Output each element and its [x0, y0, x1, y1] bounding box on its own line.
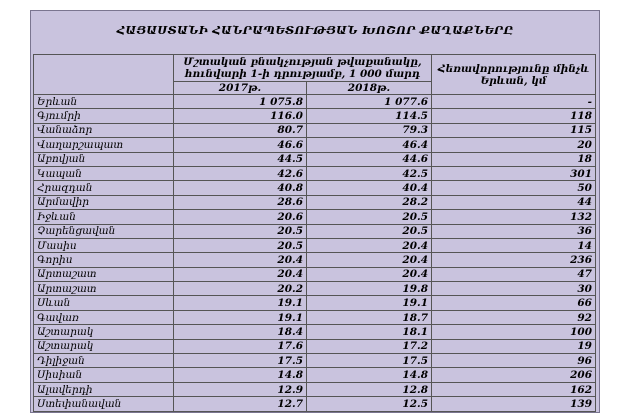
distance-cell: 47	[432, 267, 596, 281]
distance-cell: 36	[432, 224, 596, 238]
table-row	[34, 325, 596, 339]
population-2018-cell: 79.3	[307, 123, 432, 137]
city-cell: Դիլիջան	[34, 354, 174, 368]
distance-cell: 206	[432, 368, 596, 382]
population-2018-cell: 114.5	[307, 109, 432, 123]
year-2018-header: 2018թ.	[307, 82, 432, 95]
population-2017-cell: 20.4	[174, 253, 307, 267]
population-2017-cell: 17.6	[174, 339, 307, 353]
population-2017-cell: 14.8	[174, 368, 307, 382]
city-cell: Վանաձոր	[34, 123, 174, 137]
population-2017-cell: 20.5	[174, 238, 307, 252]
population-2017-cell: 20.4	[174, 267, 307, 281]
distance-cell: 92	[432, 310, 596, 324]
population-2017-cell: 12.7	[174, 397, 307, 411]
population-2017-cell: 20.6	[174, 210, 307, 224]
city-cell: Ստեփանավան	[34, 397, 174, 411]
population-2018-cell: 1 077.6	[307, 95, 432, 109]
population-2017-cell: 12.9	[174, 382, 307, 396]
distance-cell: 162	[432, 382, 596, 396]
distance-cell: 132	[432, 210, 596, 224]
city-cell: Աշտարակ	[34, 325, 174, 339]
table-row	[34, 123, 596, 137]
table-row	[34, 210, 596, 224]
population-2017-cell: 20.2	[174, 282, 307, 296]
distance-cell: 139	[432, 397, 596, 411]
city-cell: Երևան	[34, 95, 174, 109]
distance-cell: 44	[432, 195, 596, 209]
population-column-header: Մշտական բնակչության թվաքանակը, հունվարի 1-ի դրությամբ, 1 000 մարդ	[174, 55, 432, 82]
population-2018-cell: 20.4	[307, 253, 432, 267]
population-2018-cell: 19.8	[307, 282, 432, 296]
population-2018-cell: 18.1	[307, 325, 432, 339]
population-2017-cell: 19.1	[174, 296, 307, 310]
city-cell: Գորիս	[34, 253, 174, 267]
population-2017-cell: 44.5	[174, 152, 307, 166]
table-row	[34, 368, 596, 382]
city-cell: Ալավերդի	[34, 382, 174, 396]
distance-cell: -	[432, 95, 596, 109]
population-2017-cell: 20.5	[174, 224, 307, 238]
table-row	[34, 310, 596, 324]
distance-column-header: Հեռավորությունը մինչև Երևան, կմ	[432, 55, 596, 95]
city-cell: Աբովյան	[34, 152, 174, 166]
city-cell: Հրազդան	[34, 181, 174, 195]
table-row	[34, 181, 596, 195]
distance-cell: 236	[432, 253, 596, 267]
city-cell: Արտաշատ	[34, 267, 174, 281]
year-2017-header: 2017թ.	[174, 82, 307, 95]
distance-cell: 115	[432, 123, 596, 137]
city-cell: Սևան	[34, 296, 174, 310]
population-2018-cell: 14.8	[307, 368, 432, 382]
city-cell: Մասիս	[34, 238, 174, 252]
population-2018-cell: 20.5	[307, 224, 432, 238]
city-cell: Չարենցավան	[34, 224, 174, 238]
distance-cell: 301	[432, 166, 596, 180]
city-cell: Աշտարակ	[34, 339, 174, 353]
document-frame	[30, 10, 600, 413]
population-2017-cell: 28.6	[174, 195, 307, 209]
population-2018-cell: 17.5	[307, 354, 432, 368]
table-row	[34, 282, 596, 296]
population-2018-cell: 28.2	[307, 195, 432, 209]
table-row	[34, 267, 596, 281]
city-cell: Արմավիր	[34, 195, 174, 209]
population-2018-cell: 17.2	[307, 339, 432, 353]
population-2018-cell: 18.7	[307, 310, 432, 324]
city-cell: Իջևան	[34, 210, 174, 224]
distance-cell: 30	[432, 282, 596, 296]
table-row	[34, 238, 596, 252]
population-2018-cell: 12.8	[307, 382, 432, 396]
city-cell: Գյումրի	[34, 109, 174, 123]
population-2018-cell: 40.4	[307, 181, 432, 195]
city-cell: Գավառ	[34, 310, 174, 324]
city-cell: Վաղարշապատ	[34, 138, 174, 152]
population-2017-cell: 1 075.8	[174, 95, 307, 109]
cities-table	[33, 54, 596, 412]
city-cell: Կապան	[34, 166, 174, 180]
distance-cell: 96	[432, 354, 596, 368]
table-row	[34, 166, 596, 180]
table-body	[34, 95, 596, 412]
table-row	[34, 296, 596, 310]
table-row	[34, 382, 596, 396]
table-row	[34, 152, 596, 166]
table-row	[34, 397, 596, 411]
population-2018-cell: 19.1	[307, 296, 432, 310]
distance-cell: 66	[432, 296, 596, 310]
table-row	[34, 339, 596, 353]
population-2018-cell: 20.4	[307, 238, 432, 252]
population-2017-cell: 46.6	[174, 138, 307, 152]
table-row	[34, 224, 596, 238]
population-2017-cell: 80.7	[174, 123, 307, 137]
population-2018-cell: 44.6	[307, 152, 432, 166]
population-2017-cell: 18.4	[174, 325, 307, 339]
city-cell: Սիսիան	[34, 368, 174, 382]
distance-cell: 118	[432, 109, 596, 123]
population-2018-cell: 42.5	[307, 166, 432, 180]
distance-cell: 20	[432, 138, 596, 152]
population-2017-cell: 17.5	[174, 354, 307, 368]
population-2017-cell: 19.1	[174, 310, 307, 324]
population-2017-cell: 40.8	[174, 181, 307, 195]
city-column-header	[34, 55, 174, 95]
table-title: ՀԱՅԱՍՏԱՆԻ ՀԱՆՐԱՊԵՏՈՒԹՅԱՆ ԽՈՇՈՐ ՔԱՂԱՔՆԵՐԸ	[116, 23, 514, 37]
city-cell: Արտաշատ	[34, 282, 174, 296]
distance-cell: 14	[432, 238, 596, 252]
distance-cell: 100	[432, 325, 596, 339]
table-row	[34, 195, 596, 209]
table-row	[34, 253, 596, 267]
table-row	[34, 354, 596, 368]
population-2018-cell: 12.5	[307, 397, 432, 411]
distance-cell: 50	[432, 181, 596, 195]
distance-cell: 19	[432, 339, 596, 353]
population-2018-cell: 20.5	[307, 210, 432, 224]
population-2017-cell: 42.6	[174, 166, 307, 180]
table-row	[34, 138, 596, 152]
table-row	[34, 109, 596, 123]
population-2017-cell: 116.0	[174, 109, 307, 123]
distance-cell: 18	[432, 152, 596, 166]
population-2018-cell: 46.4	[307, 138, 432, 152]
table-row	[34, 95, 596, 109]
population-2018-cell: 20.4	[307, 267, 432, 281]
